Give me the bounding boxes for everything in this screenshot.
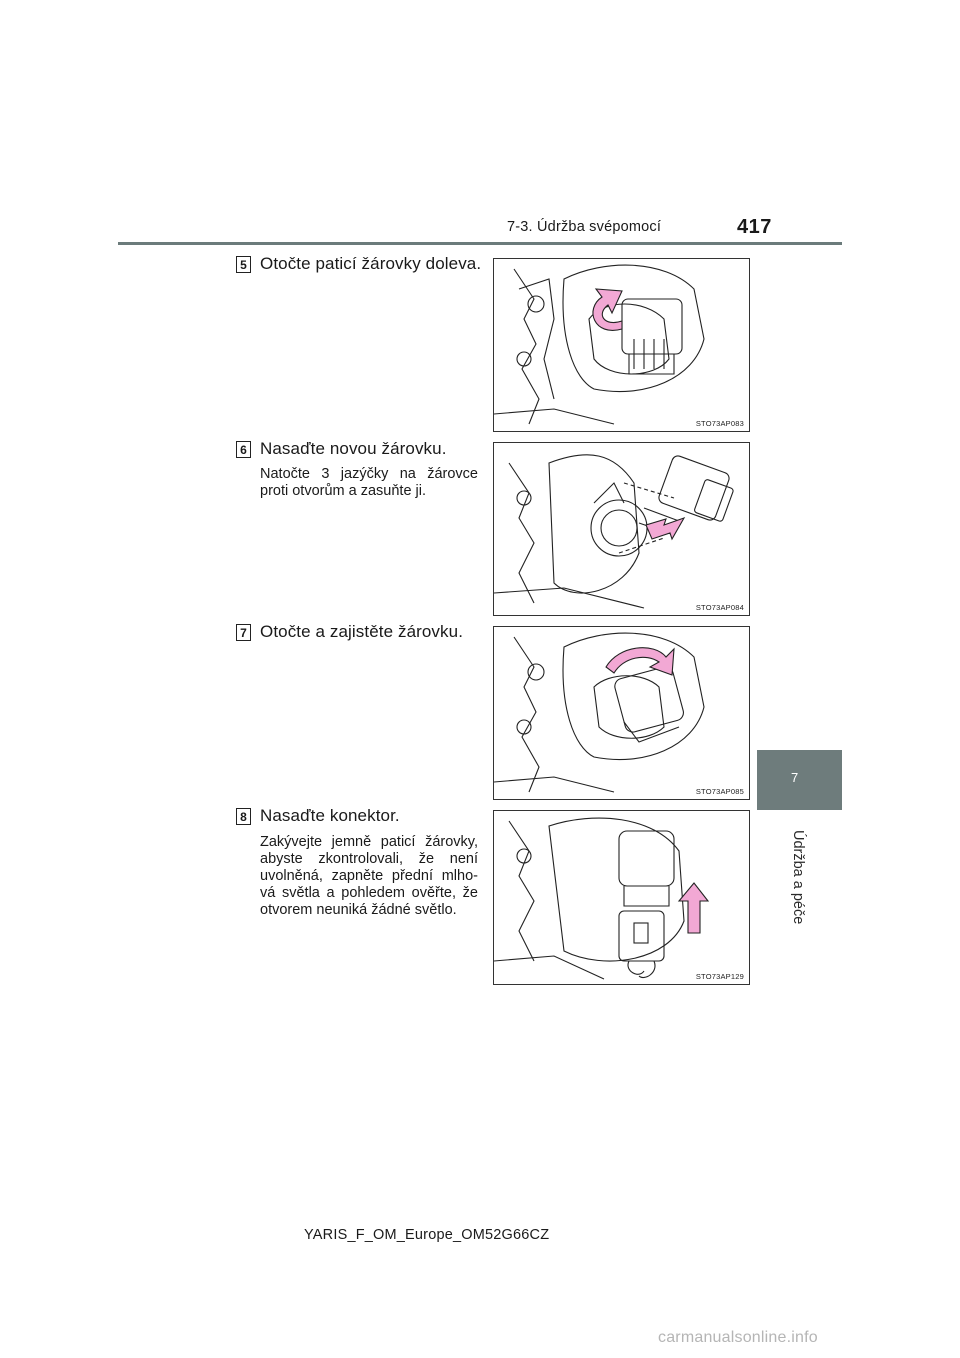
figure-step-6	[493, 442, 750, 616]
step-number-5: 5	[236, 256, 251, 273]
figure-step-8	[493, 810, 750, 985]
document-id: YARIS_F_OM_Europe_OM52G66CZ	[304, 1227, 550, 1243]
step-number-6: 6	[236, 441, 251, 458]
chapter-tab	[757, 750, 842, 810]
figure-code-7: STO73AP085	[695, 787, 744, 796]
headlamp-illustration	[494, 627, 749, 799]
figure-code-8: STO73AP129	[695, 972, 744, 981]
step-title-5: Otočte paticí žárovky doleva.	[260, 254, 482, 273]
chapter-title-text: Údržba a péče	[790, 830, 806, 925]
chapter-title	[748, 830, 848, 950]
headlamp-illustration	[494, 443, 749, 615]
figure-code-5: STO73AP083	[695, 419, 744, 428]
rotate-left-arrow-icon	[593, 289, 622, 330]
header-rule	[118, 242, 842, 245]
step-title-7: Otočte a zajistěte žárovku.	[260, 622, 464, 641]
step-number-8: 8	[236, 808, 251, 825]
figure-code-6: STO73AP084	[695, 603, 744, 612]
figure-step-5	[493, 258, 750, 432]
chapter-number: 7	[791, 770, 799, 785]
rotate-right-arrow-icon	[606, 648, 674, 675]
figure-step-7	[493, 626, 750, 800]
step-description-8: Zakývejte jemně paticí žárovky, abyste zkontrolovali, že není uvolněná, zapněte přední mlho-vá světla a pohledem ověřte, že otvorem neuniká žádné světlo.	[260, 834, 478, 918]
step-number-7: 7	[236, 624, 251, 641]
insert-arrow-icon	[646, 518, 684, 539]
watermark: carmanualsonline.info	[658, 1329, 818, 1346]
section-title: 7-3. Údržba svépomocí	[507, 219, 662, 235]
headlamp-illustration	[494, 811, 749, 984]
page-number: 417	[737, 216, 772, 238]
step-title-8: Nasaďte konektor.	[260, 806, 400, 825]
headlamp-illustration	[494, 259, 749, 431]
step-title-6: Nasaďte novou žárovku.	[260, 439, 447, 458]
step-description-6: Natočte 3 jazýčky na žárovce proti otvorům a zasuňte ji.	[260, 466, 478, 499]
